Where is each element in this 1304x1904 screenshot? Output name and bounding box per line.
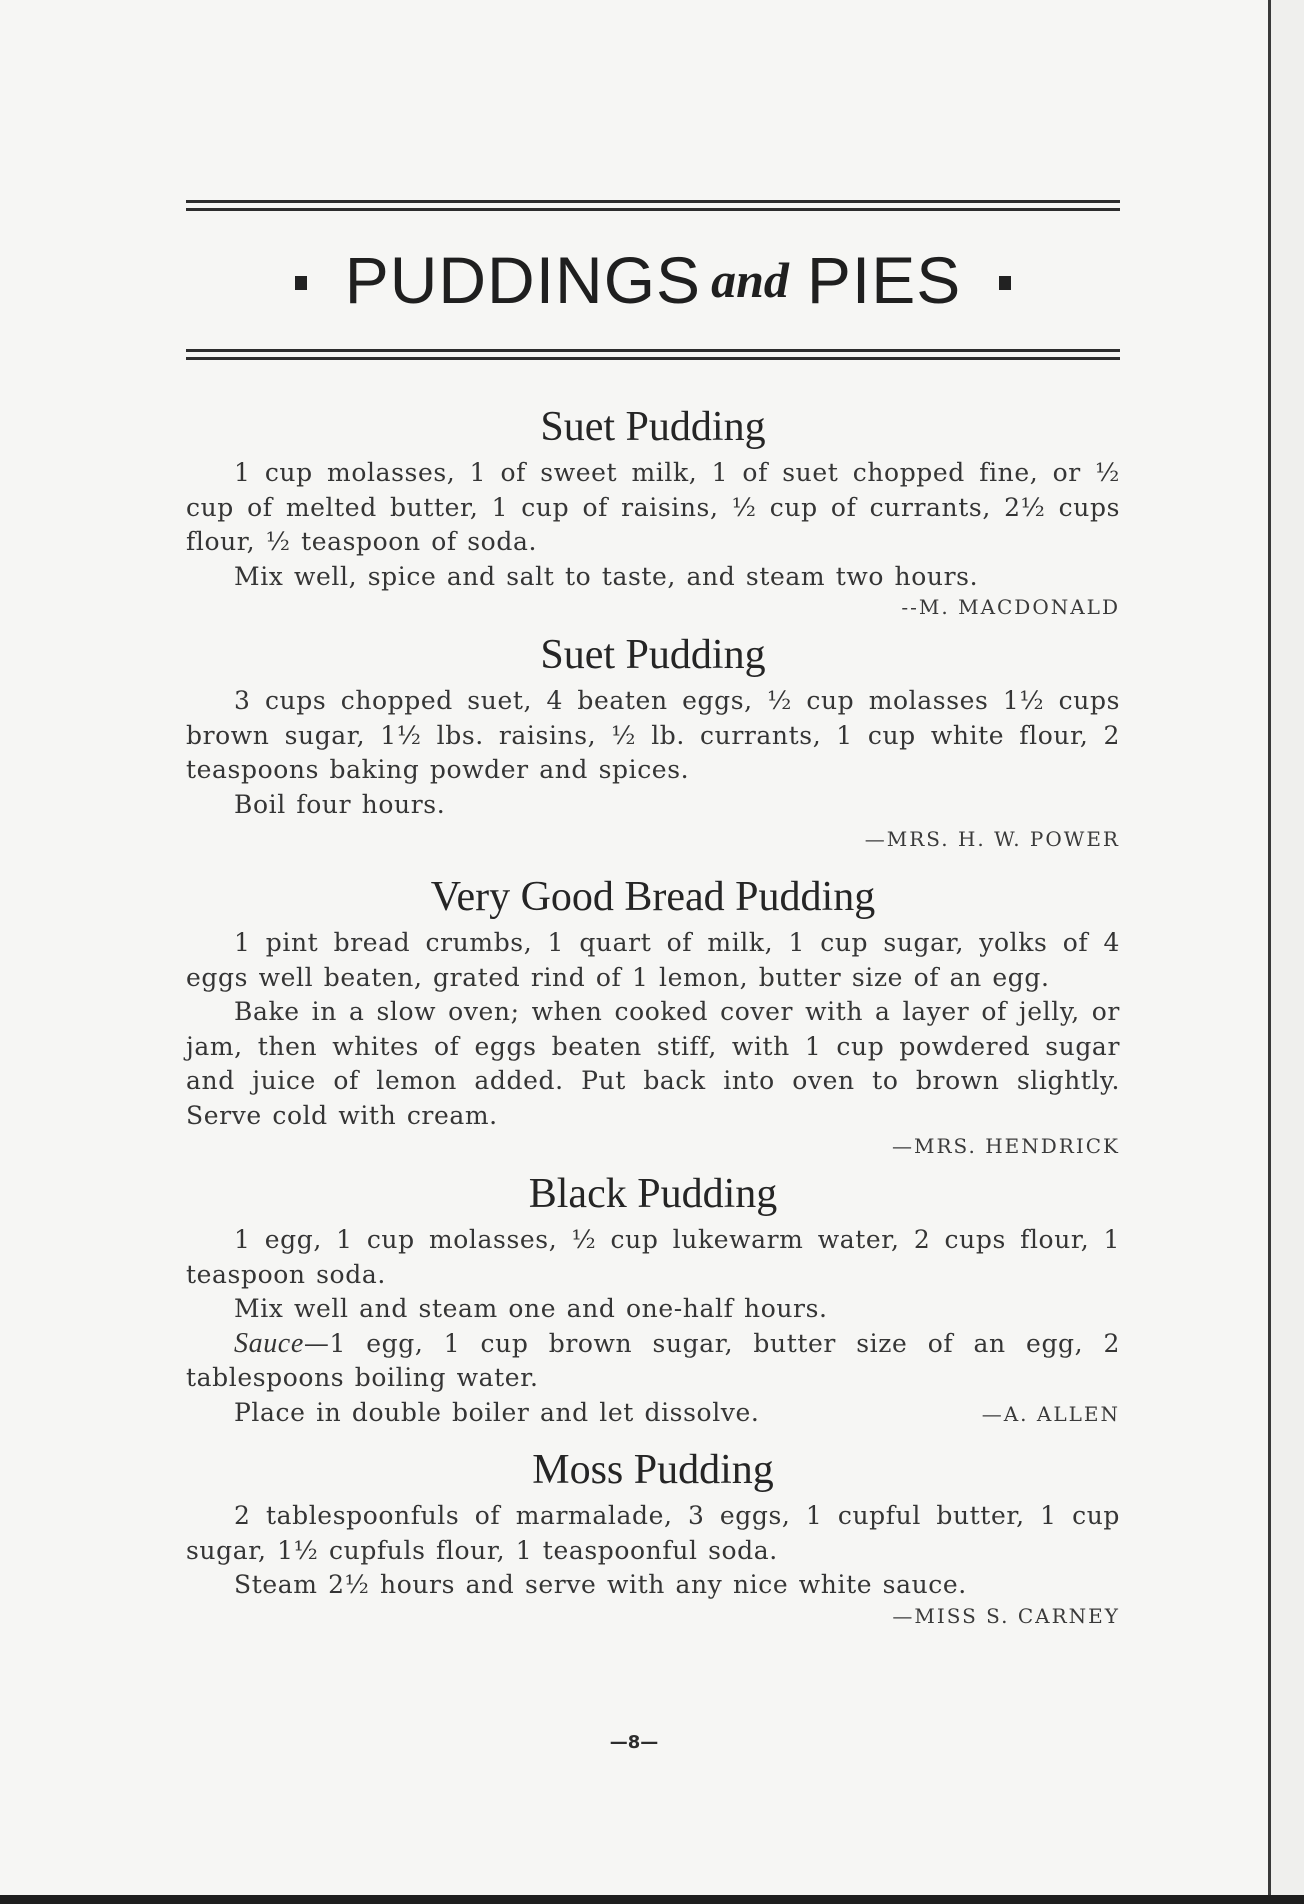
recipe-black-pudding xyxy=(186,1169,1120,1431)
recipe-final-step: Place in double boiler and let dissolve. xyxy=(234,1397,760,1427)
heading-puddings: PUDDINGS xyxy=(344,243,702,317)
page-number: —8— xyxy=(609,1732,659,1753)
recipe-method: Mix well and steam one and one-half hours. xyxy=(234,1294,828,1323)
recipe-moss-pudding xyxy=(186,1445,1120,1629)
recipe-ingredients: 1 pint bread crumbs, 1 quart of milk, 1 cup sugar, yolks of 4 eggs well beaten, grated rind of 1 lemon, butter size of an egg. xyxy=(186,928,1120,992)
recipe-ingredients: 3 cups chopped suet, 4 beaten eggs, ½ cup molasses 1½ cups brown sugar, 1½ lbs. raisins, ½ lb. currants, 1 cup white flour, 2 teaspoons baking powder and spices. xyxy=(186,686,1120,784)
recipe-title: Very Good Bread Pudding xyxy=(430,874,876,920)
sauce-text: —1 egg, 1 cup brown sugar, butter size of an egg, 2 tablespoons boiling water. xyxy=(186,1328,1120,1392)
recipe-title: Suet Pudding xyxy=(540,632,766,678)
recipe-author: —MRS. HENDRICK xyxy=(891,1134,1120,1158)
recipe-title: Moss Pudding xyxy=(532,1447,774,1493)
recipe-title: Black Pudding xyxy=(528,1171,778,1217)
recipe-bread-pudding xyxy=(186,872,1120,1159)
recipe-method: Mix well, spice and salt to taste, and steam two hours. xyxy=(234,561,979,591)
recipe-title: Suet Pudding xyxy=(540,404,766,450)
left-bullet-icon xyxy=(295,276,307,290)
recipe-sauce xyxy=(186,1327,1120,1396)
recipe-suet-pudding-2 xyxy=(186,630,1120,852)
heading-and: and xyxy=(711,252,789,308)
recipe-author: —MISS S. CARNEY xyxy=(892,1603,1120,1628)
section-heading xyxy=(186,211,1120,349)
recipe-author: —A. ALLEN xyxy=(981,1401,1120,1426)
recipe-ingredients: 1 egg, 1 cup molasses, ½ cup lukewarm water, 2 cups flour, 1 teaspoon soda. xyxy=(186,1225,1120,1289)
sauce-label: Sauce xyxy=(234,1327,304,1359)
recipe-method: Boil four hours. xyxy=(234,789,446,819)
recipe-author: —MRS. H. W. POWER xyxy=(864,827,1120,851)
page-edge-right xyxy=(1268,0,1304,1904)
bottom-double-rule xyxy=(186,349,1120,360)
recipe-suet-pudding-1 xyxy=(186,402,1120,620)
top-double-rule xyxy=(186,200,1120,211)
page-content xyxy=(186,200,1120,1629)
page-edge-bottom xyxy=(0,1895,1304,1904)
recipe-final-line xyxy=(186,1396,1120,1432)
right-bullet-icon xyxy=(999,276,1011,290)
recipe-author: --M. MACDONALD xyxy=(901,595,1120,619)
recipe-method: Bake in a slow oven; when cooked cover with a layer of jelly, or jam, then whites of eggs beaten stiff, with 1 cup powdered sugar and juice of lemon added. Put back into oven to brown slightly. Serve cold with cream. xyxy=(186,997,1120,1130)
recipe-ingredients: 1 cup molasses, 1 of sweet milk, 1 of suet chopped fine, or ½ cup of melted butter, 1 cup of raisins, ½ cup of currants, 2½ cups flour, ½ teaspoon of soda. xyxy=(186,458,1120,556)
recipe-ingredients: 2 tablespoonfuls of marmalade, 3 eggs, 1 cupful butter, 1 cup sugar, 1½ cupfuls flour, 1 teaspoonful soda. xyxy=(186,1501,1120,1565)
heading-pies: PIES xyxy=(806,243,962,317)
recipe-method: Steam 2½ hours and serve with any nice white sauce. xyxy=(234,1570,967,1599)
